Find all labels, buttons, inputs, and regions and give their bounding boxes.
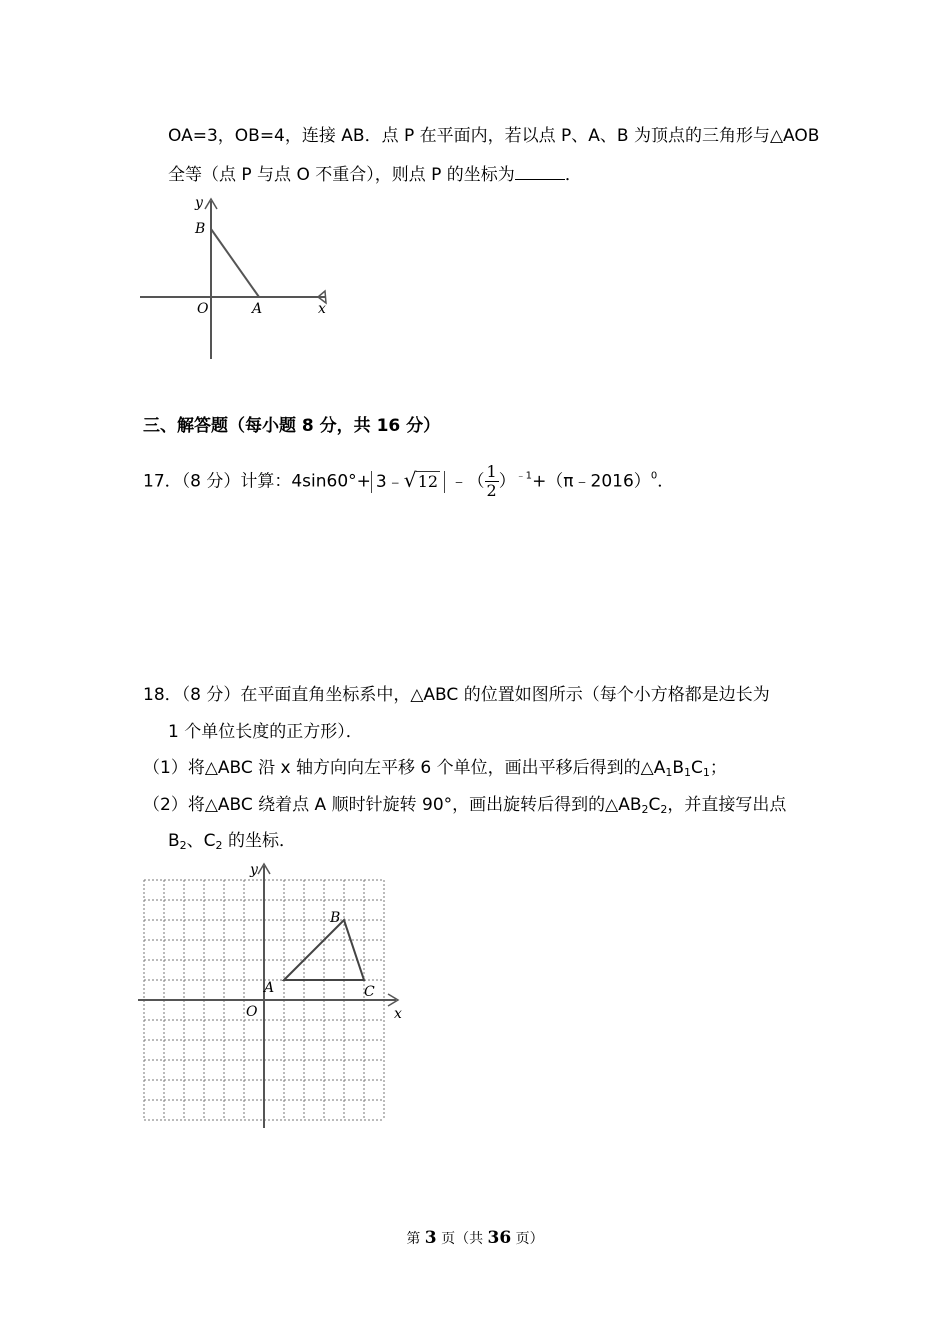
q18-part2 bbox=[143, 793, 786, 822]
q16-line1-text: OA=3，OB=4，连接 AB．点 P 在平面内，若以点 P、A、B 为顶点的三角形与△AOB bbox=[168, 126, 820, 146]
sub-1: 1 bbox=[665, 766, 673, 779]
footer-prefix: 第 bbox=[406, 1231, 425, 1247]
q17-exp-0: 0 bbox=[650, 470, 658, 482]
footer-total-pages: 36 bbox=[487, 1228, 512, 1248]
q17-frac-den: 2 bbox=[486, 481, 497, 500]
q16-line2-text: 全等（点 P 与点 O 不重合），则点 P 的坐标为 bbox=[168, 165, 515, 185]
q18-part1-c: C bbox=[691, 758, 703, 778]
q16-line2 bbox=[168, 161, 582, 187]
q18-label-b: B bbox=[330, 910, 341, 926]
sub-2: 2 bbox=[660, 803, 668, 816]
q18-line2: 1 个单位长度的正方形）． bbox=[168, 722, 363, 742]
q18-part1-text: （1）将△ABC 沿 x 轴方向向左平移 6 个单位，画出平移后得到的△A bbox=[143, 758, 666, 778]
q16-label-b: B bbox=[195, 221, 206, 237]
q16-label-x: x bbox=[318, 301, 326, 317]
q16-line2-end: ． bbox=[564, 165, 582, 185]
q16-segment-ab bbox=[211, 229, 259, 297]
q16-figure bbox=[135, 193, 335, 365]
sub-2: 2 bbox=[215, 839, 223, 852]
footer-mid: 页（共 bbox=[436, 1231, 488, 1247]
q17-absolute-value bbox=[371, 467, 445, 493]
q16-label-o: O bbox=[197, 301, 209, 317]
q18-part1-end: ； bbox=[709, 758, 727, 778]
sub-2: 2 bbox=[641, 803, 649, 816]
q18-b2: B bbox=[168, 831, 180, 851]
q17-minus: ﹣（ bbox=[445, 471, 485, 492]
footer-page-number: 3 bbox=[424, 1228, 437, 1248]
q18-label-y: y bbox=[250, 862, 258, 878]
q18-figure bbox=[130, 856, 420, 1131]
q16-line1 bbox=[168, 124, 819, 148]
q18-label-o: O bbox=[246, 1004, 258, 1020]
q18-part2-end: ，并直接写出点 bbox=[667, 795, 787, 815]
section-title: 三、解答题（每小题 8 分，共 16 分） bbox=[143, 416, 441, 436]
q16-label-y: y bbox=[195, 195, 203, 211]
sub-1: 1 bbox=[684, 766, 692, 779]
sub-2: 2 bbox=[179, 839, 187, 852]
sub-1: 1 bbox=[702, 766, 710, 779]
q17-sqrt bbox=[403, 467, 440, 493]
q17-fraction bbox=[485, 463, 499, 500]
q18-part2-text: （2）将△ABC 绕着点 A 顺时针旋转 90°，画出旋转后得到的△AB bbox=[143, 795, 642, 815]
page-footer bbox=[0, 1228, 950, 1248]
q16-label-a: A bbox=[252, 301, 263, 317]
q18-part2-line2-end: 的坐标． bbox=[222, 831, 296, 851]
sqrt-icon: √ bbox=[403, 467, 417, 492]
q18-part1 bbox=[143, 756, 727, 785]
q17-line bbox=[143, 463, 674, 500]
q18-label-a: A bbox=[264, 980, 275, 996]
q17-end: ． bbox=[657, 471, 675, 492]
q17-abs-left: 3﹣ bbox=[375, 471, 404, 492]
footer-suffix: 页） bbox=[511, 1231, 544, 1247]
q18-c2: 、C bbox=[186, 831, 216, 851]
q17-frac-num: 1 bbox=[486, 462, 497, 481]
q18-part2-b: C bbox=[648, 795, 661, 815]
q18-line1: 18．（8 分）在平面直角坐标系中，△ABC 的位置如图所示（每个小方格都是边长为 bbox=[143, 685, 770, 705]
q18-part1-b: B bbox=[672, 758, 685, 778]
q18-part2-line2 bbox=[168, 829, 296, 858]
q17-mid: +（π﹣2016） bbox=[532, 471, 651, 492]
answer-blank[interactable] bbox=[515, 161, 565, 180]
q17-prefix: 17．（8 分）计算：4sin60°+ bbox=[143, 471, 371, 492]
q18-label-x: x bbox=[394, 1006, 402, 1022]
q17-close: ） bbox=[498, 471, 516, 492]
q18-label-c: C bbox=[364, 984, 375, 1000]
q17-exp-neg1: ﹣1 bbox=[515, 470, 533, 482]
q17-sqrt-value: 12 bbox=[417, 471, 439, 491]
